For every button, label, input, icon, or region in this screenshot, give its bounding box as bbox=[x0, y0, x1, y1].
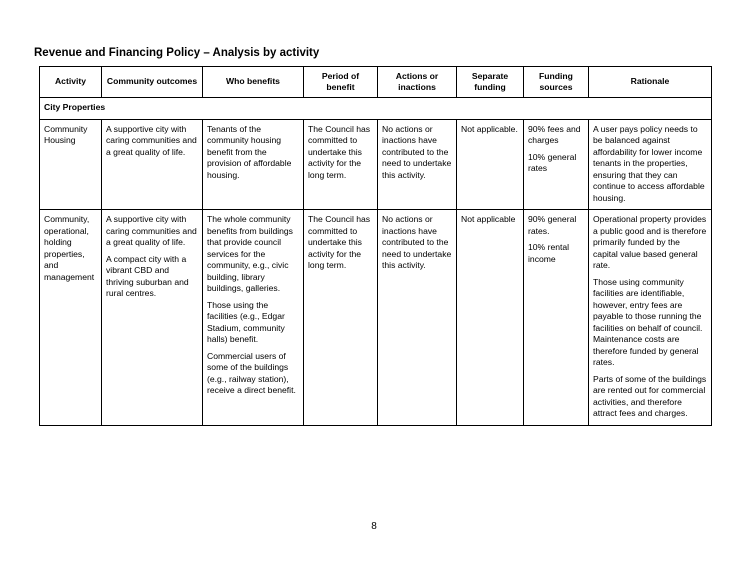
header-activity: Activity bbox=[40, 67, 102, 98]
header-community-outcomes: Community outcomes bbox=[102, 67, 203, 98]
cell-period-of-benefit bbox=[304, 119, 378, 210]
cell-rationale bbox=[589, 210, 712, 426]
cell-paragraph: Those using community facilities are identifiable, however, entry fees are payable to those running the facilities on behalf of council. Maintenance costs are therefore funded by general rates. bbox=[593, 276, 703, 367]
cell-paragraph: Operational property provides a public good and is therefore primarily funded by the capital value based general rate. bbox=[593, 214, 707, 270]
cell-paragraph: Not applicable bbox=[461, 214, 516, 224]
header-funding-sources: Funding sources bbox=[524, 67, 589, 98]
cell-paragraph: 90% general rates. bbox=[528, 214, 577, 236]
section-row bbox=[40, 98, 712, 120]
cell-paragraph: A supportive city with caring communities and a great quality of life. bbox=[106, 214, 197, 247]
cell-paragraph: No actions or inactions have contributed to the need to undertake this activity. bbox=[382, 123, 452, 180]
cell-activity bbox=[40, 119, 102, 210]
cell-actions-or-inactions bbox=[378, 119, 457, 210]
cell-separate-funding bbox=[457, 210, 524, 426]
cell-community-outcomes bbox=[102, 210, 203, 426]
page-number: 8 bbox=[371, 521, 377, 532]
cell-funding-sources bbox=[524, 210, 589, 426]
table-row bbox=[40, 210, 712, 426]
header-row bbox=[40, 67, 712, 98]
cell-paragraph: Tenants of the community housing benefit from the provision of affordable housing. bbox=[207, 123, 292, 180]
header-rationale: Rationale bbox=[589, 67, 712, 98]
cell-paragraph: The Council has committed to undertake this activity for the long term. bbox=[308, 123, 371, 180]
header-who-benefits: Who benefits bbox=[203, 67, 304, 98]
cell-paragraph: Community, operational, holding properties, and management bbox=[44, 214, 95, 282]
cell-actions-or-inactions bbox=[378, 210, 457, 426]
cell-activity bbox=[40, 210, 102, 426]
cell-paragraph: The Council has committed to undertake this activity for the long term. bbox=[308, 214, 371, 270]
cell-separate-funding bbox=[457, 119, 524, 210]
cell-paragraph: A supportive city with caring communities and a great quality of life. bbox=[106, 123, 197, 157]
analysis-table bbox=[39, 66, 712, 426]
header-actions-or-inactions: Actions or inactions bbox=[378, 67, 457, 98]
section-label: City Properties bbox=[40, 98, 712, 120]
cell-paragraph: 10% rental income bbox=[528, 242, 570, 264]
cell-community-outcomes bbox=[102, 119, 203, 210]
cell-who-benefits bbox=[203, 119, 304, 210]
cell-paragraph: Not applicable. bbox=[461, 123, 518, 134]
cell-who-benefits bbox=[203, 210, 304, 426]
cell-paragraph: 90% fees and charges bbox=[528, 123, 581, 145]
cell-paragraph: No actions or inactions have contributed to the need to undertake this activity. bbox=[382, 214, 452, 270]
cell-paragraph: A compact city with a vibrant CBD and thriving suburban and rural centres. bbox=[106, 253, 189, 298]
cell-paragraph: The whole community benefits from buildings that provide council services for the community, e.g., civic building, library buildings, galleries. bbox=[207, 214, 293, 293]
cell-rationale bbox=[589, 119, 712, 210]
cell-paragraph: Parts of some of the buildings are rented out for commercial activities, and therefore attract fees and charges. bbox=[593, 373, 707, 418]
cell-period-of-benefit bbox=[304, 210, 378, 426]
cell-paragraph: Community Housing bbox=[44, 123, 88, 145]
table-row bbox=[40, 119, 712, 210]
header-period-of-benefit: Period of benefit bbox=[304, 67, 378, 98]
header-separate-funding: Separate funding bbox=[457, 67, 524, 98]
cell-paragraph: Those using the facilities (e.g., Edgar Stadium, community halls) benefit. bbox=[207, 299, 285, 344]
cell-paragraph: Commercial users of some of the buildings (e.g., railway station), receive a direct benefit. bbox=[207, 350, 296, 395]
cell-paragraph: A user pays policy needs to be balanced against affordability for lower income tenants in the properties, ensuring that they can continue to access affordable housing. bbox=[593, 123, 705, 203]
cell-paragraph: 10% general rates bbox=[528, 151, 577, 173]
page-title: Revenue and Financing Policy – Analysis by activity bbox=[34, 47, 320, 59]
cell-funding-sources bbox=[524, 119, 589, 210]
